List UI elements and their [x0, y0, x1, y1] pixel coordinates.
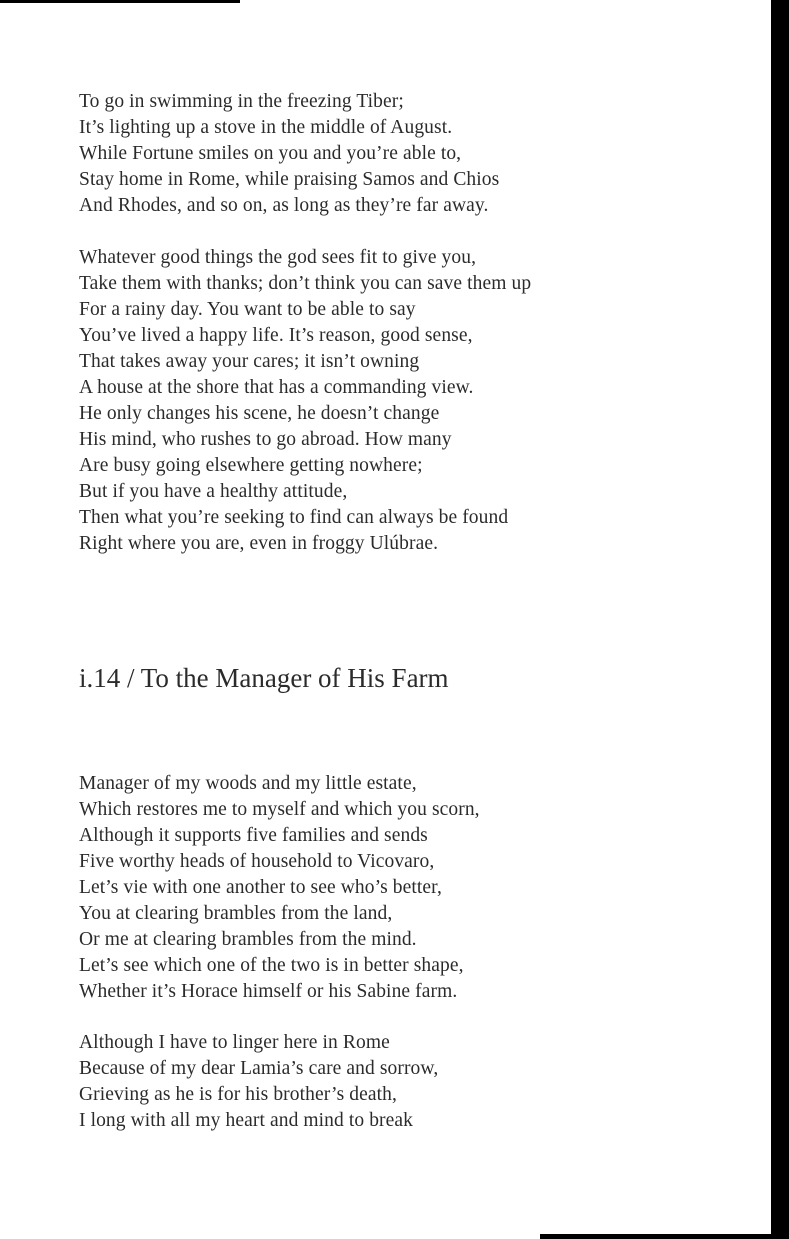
poem-line: Grieving as he is for his brother’s death,	[79, 1084, 397, 1105]
poem-line: Whether it’s Horace himself or his Sabine farm.	[79, 981, 458, 1002]
poem-line: And Rhodes, and so on, as long as they’re far away.	[79, 195, 489, 216]
stanza	[79, 771, 480, 1005]
poem-line: Let’s see which one of the two is in better shape,	[79, 955, 464, 976]
poem-line: Because of my dear Lamia’s care and sorrow,	[79, 1058, 439, 1079]
stanza	[79, 89, 499, 219]
poem-line: You at clearing brambles from the land,	[79, 903, 393, 924]
poem-title: i.14 / To the Manager of His Farm	[79, 663, 449, 693]
poem-line: Which restores me to myself and which you scorn,	[79, 799, 480, 820]
poem-line: To go in swimming in the freezing Tiber;	[79, 91, 404, 112]
poem-line: Whatever good things the god sees fit to give you,	[79, 247, 477, 268]
poem-line: Five worthy heads of household to Vicovaro,	[79, 851, 435, 872]
poem-line: While Fortune smiles on you and you’re able to,	[79, 143, 462, 164]
stanza	[79, 245, 531, 557]
scan-edge-right	[771, 0, 789, 1239]
poem-line: Are busy going elsewhere getting nowhere;	[79, 455, 423, 476]
scan-edge-bottom	[540, 1234, 789, 1239]
poem-line: Although it supports five families and sends	[79, 825, 428, 846]
poem-line: But if you have a healthy attitude,	[79, 481, 348, 502]
poem-line: A house at the shore that has a commanding view.	[79, 377, 474, 398]
poem-line: Right where you are, even in froggy Ulúbrae.	[79, 533, 439, 554]
poem-line: That takes away your cares; it isn’t owning	[79, 351, 420, 372]
poem-line: He only changes his scene, he doesn’t change	[79, 403, 440, 424]
poem-line: Let’s vie with one another to see who’s better,	[79, 877, 442, 898]
poem-line: I long with all my heart and mind to break	[79, 1110, 413, 1131]
poem-line: Take them with thanks; don’t think you can save them up	[79, 273, 532, 294]
stanza	[79, 1030, 438, 1134]
poem-line: Stay home in Rome, while praising Samos and Chios	[79, 169, 500, 190]
poem-line: For a rainy day. You want to be able to say	[79, 299, 416, 320]
poem-line: His mind, who rushes to go abroad. How many	[79, 429, 452, 450]
poem-line: Manager of my woods and my little estate,	[79, 773, 417, 794]
poem-line: It’s lighting up a stove in the middle of August.	[79, 117, 453, 138]
poem-line: Then what you’re seeking to find can always be found	[79, 507, 509, 528]
poem-line: Although I have to linger here in Rome	[79, 1032, 390, 1053]
poem-line: You’ve lived a happy life. It’s reason, good sense,	[79, 325, 473, 346]
scan-edge-top	[0, 0, 240, 3]
poem-line: Or me at clearing brambles from the mind.	[79, 929, 417, 950]
